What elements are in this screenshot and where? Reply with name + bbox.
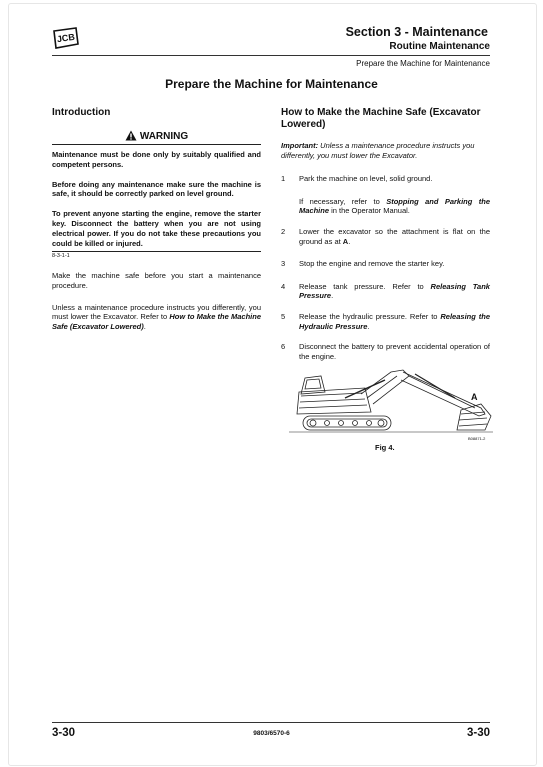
step-item: 5 Release the hydraulic pressure. Refer to Releasing the Hydraulic Pressure. (281, 311, 490, 331)
left-column (52, 107, 261, 331)
warning-code: 8-3-1-1 (52, 251, 261, 259)
step-number: 2 (281, 226, 286, 236)
page-title: Prepare the Machine for Maintenance (165, 77, 378, 91)
step-item: 2 Lower the excavator so the attachment is flat on the ground as at A. (281, 226, 490, 246)
document-number: 9803/6570-6 (253, 730, 290, 737)
header-rule (52, 55, 490, 56)
warning-label: WARNING (139, 131, 189, 142)
warning-paragraph: Before doing any maintenance make sure the machine is safe, it should be correctly parked on level ground. (52, 179, 261, 199)
warning-paragraph: Maintenance must be done only by suitably qualified and competent persons. (52, 150, 261, 169)
figure-code: B08871-2 (468, 436, 486, 441)
figure-reference: A (342, 236, 349, 246)
step-number: 5 (281, 311, 286, 321)
warning-paragraph: To prevent anyone starting the engine, remove the starter key. Disconnect the battery when you are not using electrical power. If you do not take these precautions you could be killed or injured. (52, 209, 261, 248)
cross-reference-link[interactable]: Releasing the Hydraulic Pressure (299, 311, 490, 331)
important-note: Important: Unless a maintenance procedure instructs you differently, you must lower the Excavator. (281, 141, 475, 160)
page-number-right: 3-30 (466, 727, 490, 739)
cross-reference-link[interactable]: Stopping and Parking the Machine (299, 196, 490, 216)
cross-reference-link[interactable]: Releasing Tank Pressure (299, 281, 490, 301)
warning-banner (52, 130, 261, 145)
step-number: 4 (281, 281, 286, 291)
intro-paragraph: Make the machine safe before you start a maintenance procedure. (52, 271, 261, 290)
procedure-heading: How to Make the Machine Safe (Excavator Lowered) (281, 107, 481, 130)
cross-reference-link[interactable]: How to Make the Machine Safe (Excavator Lowered) (52, 312, 261, 331)
footer-rule (52, 722, 490, 723)
warning-triangle-icon (125, 130, 137, 141)
section-title: Section 3 - Maintenance (345, 25, 488, 39)
step-item: 3 Stop the engine and remove the starter key. (281, 259, 445, 269)
step-number: 3 (281, 259, 286, 269)
page-number-left: 3-30 (52, 727, 76, 739)
excavator-lowered-illustration (285, 368, 495, 440)
step-item: 1 Park the machine on level, solid ground. (281, 174, 433, 184)
step-item: If necessary, refer to Stopping and Parking the Machine in the Operator Manual. (299, 196, 490, 216)
step-item: 6 Disconnect the battery to prevent accidental operation of the engine. (281, 342, 490, 361)
introduction-heading: Introduction (52, 107, 111, 118)
figure-caption: Fig 4. (375, 443, 395, 452)
svg-text:JCB: JCB (56, 31, 76, 45)
subsection-title: Routine Maintenance (389, 41, 490, 52)
intro-paragraph-ref: Unless a maintenance procedure instructs you differently, you must lower the Excavator. Refer to How to Make the Machine Safe (Excavator Lowered). (52, 302, 261, 331)
step-number: 6 (281, 342, 286, 352)
topic-title: Prepare the Machine for Maintenance (356, 59, 490, 68)
step-item: 4 Release tank pressure. Refer to Releasing Tank Pressure. (281, 281, 490, 301)
figure-callout-label: A (471, 392, 478, 402)
step-number: 1 (281, 174, 286, 184)
right-column (281, 107, 490, 361)
jcb-logo (52, 27, 80, 49)
